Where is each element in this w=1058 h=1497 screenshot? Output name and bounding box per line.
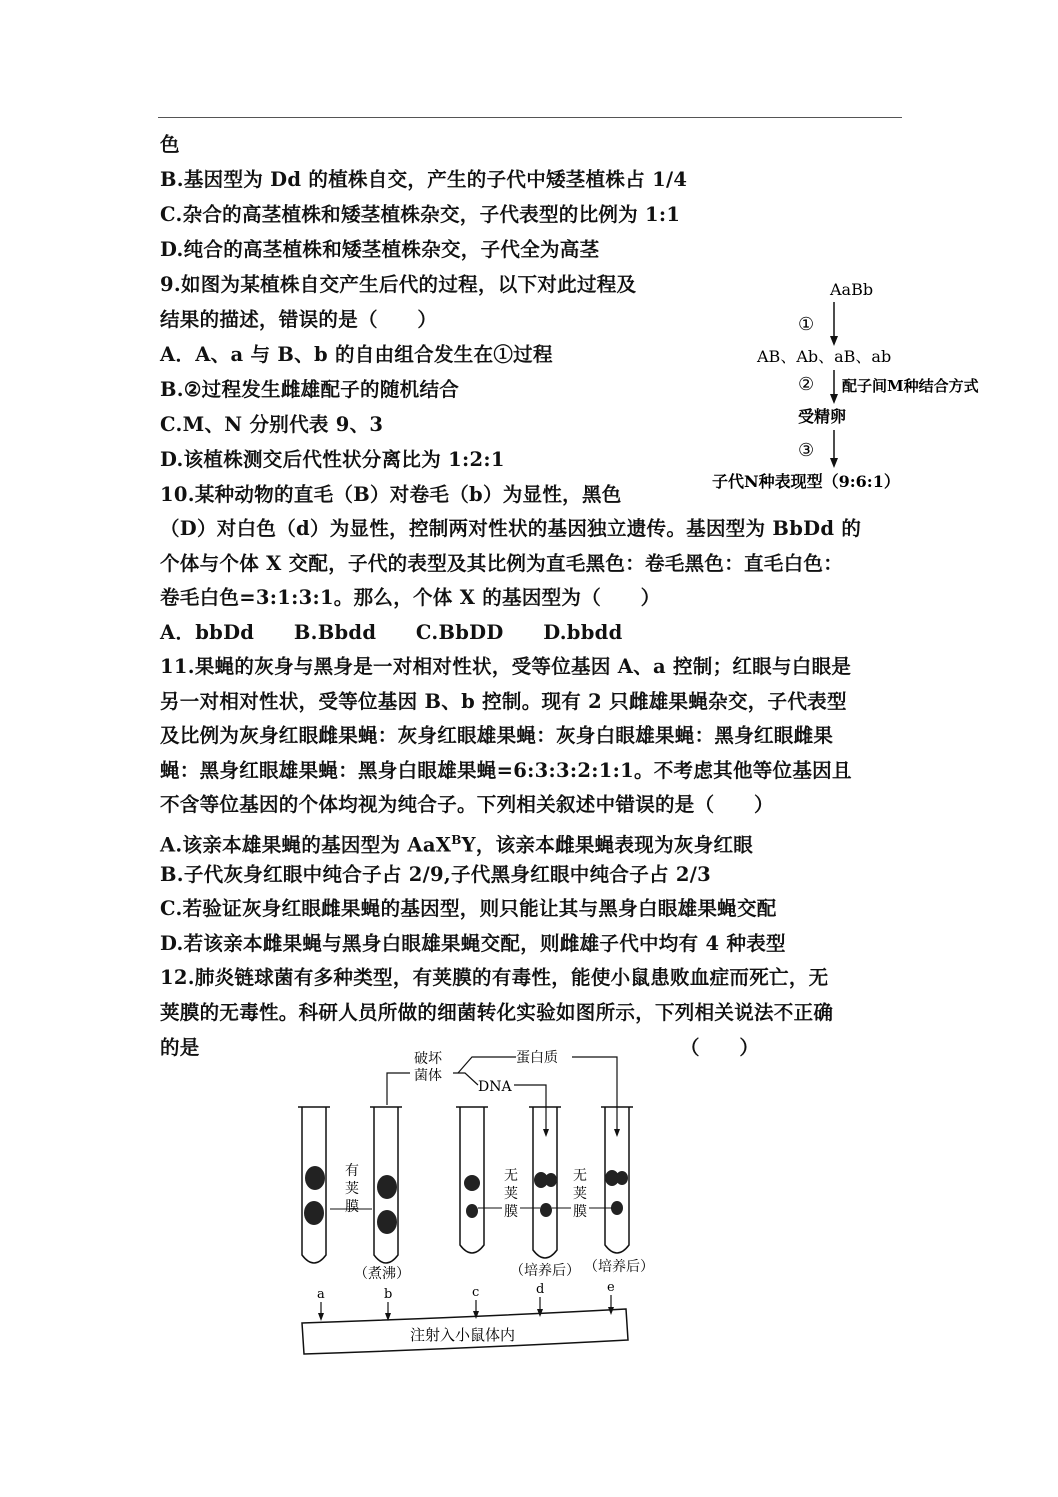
svg-text:荚: 荚	[345, 1181, 359, 1197]
text-line-b-2: C.若验证灰身红眼雌果蝇的基因型，则只能让其与黑身白眼雄果蝇交配	[160, 897, 777, 920]
text-line-19: 蝇：黑身红眼雄果蝇：黑身白眼雄果蝇=6:3:3:2:1:1。不考虑其他等位基因且	[160, 759, 852, 782]
svg-text:膜: 膜	[573, 1204, 587, 1220]
svg-text:荚: 荚	[504, 1186, 518, 1202]
text-line-11: 10.某种动物的直毛（B）对卷毛（b）为显性，黑色	[160, 483, 622, 506]
step-2-note: 配子间M种结合方式	[842, 377, 979, 395]
svg-text:膜: 膜	[504, 1204, 518, 1220]
transformation-experiment-diagram	[290, 1045, 690, 1365]
bacteria-label: 菌体	[414, 1068, 442, 1084]
text-line-17: 另一对相对性状，受等位基因 B、b 控制。现有 2 只雌雄果蝇杂交，子代表型	[160, 690, 847, 713]
text-line-b-3: D.若该亲本雌果蝇与黑身白眼雄果蝇交配，则雌雄子代中均有 4 种表型	[160, 932, 786, 955]
step-3-marker: ③	[798, 440, 815, 461]
svg-text:有: 有	[345, 1163, 359, 1179]
text-line-6: 结果的描述，错误的是（ ）	[160, 308, 438, 331]
text-line-18: 及比例为灰身红眼雌果蝇：灰身红眼雄果蝇：灰身白眼雄果蝇：黑身红眼雌果	[160, 724, 834, 747]
text-line-1: 色	[160, 133, 180, 156]
text-line-2: B.基因型为 Dd 的植株自交，产生的子代中矮茎植株占 1/4	[160, 168, 688, 191]
svg-text:e: e	[607, 1280, 615, 1295]
step-1-marker: ①	[798, 314, 815, 335]
svg-text:膜: 膜	[345, 1199, 359, 1215]
boiled-label: （煮沸）	[354, 1266, 410, 1282]
q12-answer-bracket: （ ）	[680, 1036, 760, 1059]
parent-genotype: AaBb	[830, 280, 874, 299]
text-line-5: 9.如图为某植株自交产生后代的过程，以下对此过程及	[160, 273, 637, 296]
text-line-b-1: B.子代灰身红眼中纯合子占 2/9,子代黑身红眼中纯合子占 2/3	[160, 863, 712, 886]
step-2-marker: ②	[798, 374, 815, 395]
destroy-label: 破坏	[414, 1051, 442, 1067]
header-rule	[158, 117, 902, 118]
cultured-label-2: （培养后）	[584, 1259, 654, 1275]
svg-text:无: 无	[573, 1168, 587, 1184]
svg-text:荚: 荚	[573, 1186, 587, 1202]
protein-label: 蛋白质	[516, 1050, 558, 1066]
text-line-b-4: 12.肺炎链球菌有多种类型，有荚膜的有毒性，能使小鼠患败血症而死亡，无	[160, 966, 829, 989]
text-line-b-5: 荚膜的无毒性。科研人员所做的细菌转化实验如图所示，下列相关说法不正确	[160, 1001, 834, 1024]
text-line-13: 个体与个体 X 交配，子代的表型及其比例为直毛黑色：卷毛黑色：直毛白色：	[160, 552, 844, 575]
svg-text:a: a	[317, 1287, 325, 1302]
text-line-4: D.纯合的高茎植株和矮茎植株杂交，子代全为高茎	[160, 238, 600, 261]
text-line-15: A．bbDd B.Bbdd C.BbDD D.bbdd	[160, 621, 623, 644]
text-line-b-6: 的是	[160, 1036, 200, 1059]
text-line-9: C.M、N 分别代表 9、3	[160, 413, 384, 436]
gametes: AB、Ab、aB、ab	[757, 347, 892, 366]
zygote: 受精卵	[798, 407, 847, 426]
text-line-12: （D）对白色（d）为显性，控制两对性状的基因独立遗传。基因型为 BbDd 的	[160, 517, 862, 540]
svg-text:无: 无	[504, 1168, 518, 1184]
text-line-14: 卷毛白色=3:1:3:1。那么，个体 X 的基因型为（ ）	[160, 586, 661, 609]
text-line-20: 不含等位基因的个体均视为纯合子。下列相关叙述中错误的是（ ）	[160, 793, 774, 816]
offspring: 子代N种表现型（9:6:1）	[712, 472, 900, 491]
svg-text:c: c	[472, 1285, 480, 1300]
q11-option-a: A.该亲本雄果蝇的基因型为 AaX$^B$Y，该亲本雌果蝇表现为灰身红眼	[160, 833, 754, 857]
svg-text:b: b	[384, 1287, 393, 1302]
dna-label: DNA	[478, 1079, 512, 1095]
text-line-3: C.杂合的高茎植株和矮茎植株杂交，子代表型的比例为 1:1	[160, 203, 681, 226]
inheritance-flow-diagram	[700, 270, 1020, 500]
text-line-10: D.该植株测交后代性状分离比为 1:2:1	[160, 448, 505, 471]
inject-label: 注射入小鼠体内	[410, 1326, 516, 1344]
text-line-16: 11.果蝇的灰身与黑身是一对相对性状，受等位基因 A、a 控制；红眼与白眼是	[160, 655, 852, 678]
cultured-label-1: （培养后）	[510, 1263, 580, 1279]
text-line-7: A．A、a 与 B、b 的自由组合发生在①过程	[160, 343, 553, 366]
text-line-8: B.②过程发生雌雄配子的随机结合	[160, 378, 460, 401]
svg-text:d: d	[536, 1282, 545, 1297]
